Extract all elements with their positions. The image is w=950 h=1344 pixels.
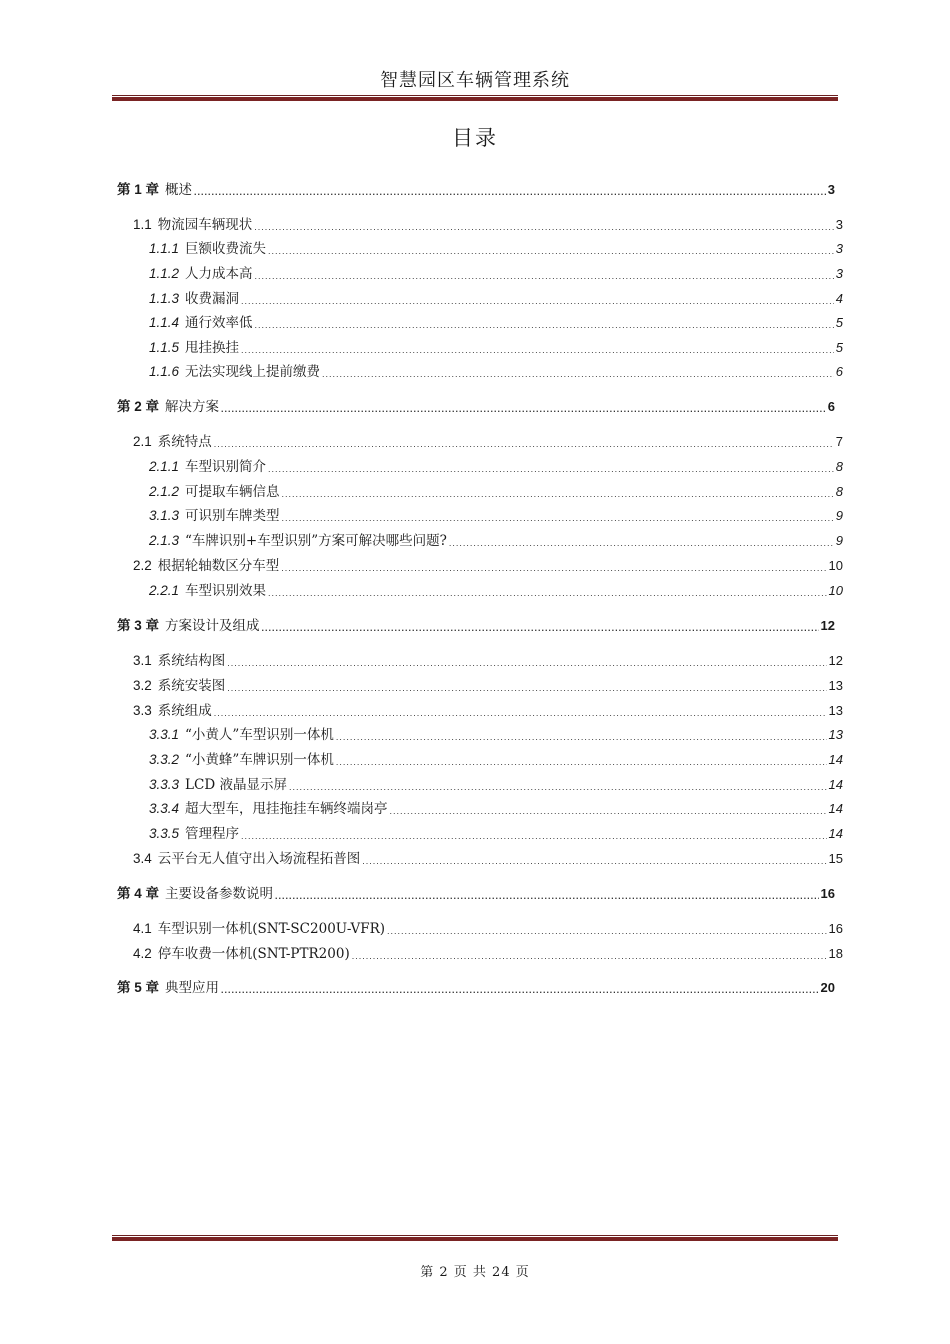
toc-entry-label	[133, 920, 385, 938]
toc-entry-text: 无法实现线上提前缴费	[185, 364, 321, 380]
page-header-title: 智慧园区车辆管理系统	[380, 70, 570, 91]
toc-dot-leader	[282, 483, 834, 501]
toc-entry-number: 1.1.2	[149, 266, 180, 281]
toc-entry-number: 3.3.5	[149, 826, 180, 841]
toc-dot-leader	[194, 181, 826, 199]
toc-entry[interactable]	[117, 979, 835, 997]
toc-entry-number: 3.3	[133, 703, 152, 718]
toc-entry-label	[149, 507, 280, 525]
toc-entry-text: 人力成本高	[185, 266, 253, 282]
toc-dot-leader	[241, 290, 834, 308]
toc-entry-label	[149, 726, 334, 744]
toc-entry[interactable]	[149, 825, 843, 843]
toc-entry-text: 概述	[165, 182, 193, 198]
toc-entry[interactable]	[117, 181, 835, 199]
toc-entry-number: 4.2	[133, 946, 152, 961]
toc-entry-page: 7	[835, 434, 843, 449]
toc-entry-text: 可识别车牌类型	[185, 508, 280, 524]
toc-entry[interactable]	[133, 945, 843, 963]
toc-entry-number: 第 3 章	[117, 618, 160, 633]
toc-entry[interactable]	[133, 920, 843, 938]
toc-entry-number: 3.3.1	[149, 727, 180, 742]
toc-entry-label	[133, 677, 225, 695]
toc-dot-leader	[268, 240, 834, 258]
toc-entry[interactable]	[149, 483, 843, 501]
toc-entry-number: 2.1	[133, 434, 152, 449]
toc-entry-label	[117, 181, 192, 199]
toc-entry-number: 4.1	[133, 921, 152, 936]
toc-entry-label	[133, 557, 279, 575]
toc-entry-page: 3	[835, 266, 843, 281]
toc-entry[interactable]	[149, 800, 843, 818]
toc-entry-text: 云平台无人值守出入场流程拓普图	[157, 851, 361, 867]
toc-dot-leader	[275, 885, 819, 903]
toc-dot-leader	[214, 433, 834, 451]
toc-entry-page: 3	[827, 182, 835, 197]
toc-entry[interactable]	[133, 652, 843, 670]
toc-dot-leader	[241, 825, 827, 843]
toc-entry-label	[133, 433, 212, 451]
toc-dot-leader	[227, 677, 826, 695]
toc-entry-number: 2.1.2	[149, 484, 180, 499]
toc-entry-label	[149, 290, 239, 308]
toc-entry[interactable]	[149, 726, 843, 744]
toc-entry-text: 可提取车辆信息	[185, 484, 280, 500]
toc-entry[interactable]	[117, 398, 835, 416]
toc-entry-text: 巨额收费流失	[185, 241, 267, 257]
toc-entry-label	[149, 751, 334, 769]
toc-entry-page: 8	[835, 484, 843, 499]
toc-dot-leader	[281, 557, 826, 575]
toc-entry-text: 系统组成	[157, 703, 212, 719]
toc-entry-page: 4	[835, 291, 843, 306]
toc-entry-text: 系统结构图	[157, 653, 226, 669]
toc-entry-label	[149, 776, 287, 794]
toc-entry-label	[149, 363, 320, 381]
toc-entry-number: 3.2	[133, 678, 152, 693]
toc-entry[interactable]	[133, 433, 843, 451]
toc-entry[interactable]	[149, 290, 843, 308]
toc-entry-label	[117, 979, 219, 997]
toc-entry[interactable]	[149, 582, 843, 600]
toc-entry-page: 5	[835, 315, 843, 330]
toc-dot-leader	[255, 265, 834, 283]
toc-entry[interactable]	[149, 363, 843, 381]
toc-entry-number: 3.4	[133, 851, 152, 866]
toc-entry-page: 16	[828, 921, 843, 936]
toc-entry-number: 3.1.3	[149, 508, 180, 523]
toc-entry-text: 典型应用	[165, 980, 220, 996]
toc-dot-leader	[362, 850, 826, 868]
toc-entry[interactable]	[149, 314, 843, 332]
toc-entry-number: 1.1.4	[149, 315, 180, 330]
toc-entry-number: 2.1.3	[149, 533, 180, 548]
toc-entry-text: 管理程序	[185, 826, 240, 842]
toc-entry-number: 2.2.1	[149, 583, 180, 598]
toc-dot-leader	[214, 702, 827, 720]
toc-entry[interactable]	[133, 702, 843, 720]
toc-dot-leader	[221, 979, 819, 997]
toc-entry[interactable]	[149, 339, 843, 357]
toc-entry[interactable]	[149, 751, 843, 769]
toc-entry-text: 根据轮轴数区分车型	[157, 558, 280, 574]
toc-entry-number: 第 2 章	[117, 399, 160, 414]
toc-entry-number: 2.2	[133, 558, 152, 573]
toc-entry-page: 13	[828, 703, 843, 718]
toc-entry-text: 甩挂换挂	[185, 340, 240, 356]
toc-entry-text: LCD 液晶显示屏	[185, 777, 287, 793]
toc-entry-text: 车型识别效果	[185, 583, 267, 599]
toc-entry-label	[149, 339, 239, 357]
toc-entry-label	[133, 850, 360, 868]
toc-entry-number: 第 5 章	[117, 980, 160, 995]
toc-entry-label	[117, 398, 219, 416]
page-footer: 第 2 页 共 24 页	[420, 1265, 530, 1280]
toc-entry-page: 6	[827, 399, 835, 414]
toc-entry-number: 1.1.3	[149, 291, 180, 306]
toc-entry-label	[133, 216, 252, 234]
toc-entry-text: “小黄人”车型识别一体机	[185, 727, 334, 743]
toc-entry-text: 收费漏洞	[185, 291, 240, 307]
toc-heading: 目录	[452, 126, 498, 150]
toc-entry-page: 18	[828, 946, 843, 961]
toc-entry-number: 1.1.6	[149, 364, 180, 379]
toc-entry-page: 20	[820, 980, 835, 995]
toc-entry-number: 第 1 章	[117, 182, 160, 197]
toc-entry-page: 5	[835, 340, 843, 355]
toc-entry[interactable]	[149, 507, 843, 525]
toc-entry-number: 3.3.4	[149, 801, 180, 816]
toc-dot-leader	[390, 800, 827, 818]
toc-entry-label	[149, 265, 253, 283]
toc-entry[interactable]	[133, 216, 843, 234]
toc-entry-label	[117, 617, 260, 635]
toc-entry-text: “车牌识别+车型识别”方案可解决哪些问题?	[185, 533, 447, 549]
toc-entry-number: 3.3.2	[149, 752, 180, 767]
toc-entry-page: 13	[828, 678, 843, 693]
toc-dot-leader	[322, 363, 834, 381]
toc-entry-label	[117, 885, 273, 903]
header-rule	[112, 95, 838, 101]
toc-entry-label	[149, 800, 388, 818]
toc-dot-leader	[262, 617, 819, 635]
toc-entry-text: 解决方案	[165, 399, 220, 415]
toc-entry[interactable]	[149, 458, 843, 476]
toc-entry-number: 3.3.3	[149, 777, 180, 792]
toc-entry-label	[149, 314, 253, 332]
toc-entry-page: 8	[835, 459, 843, 474]
toc-entry-number: 2.1.1	[149, 459, 180, 474]
toc-entry-number: 1.1.5	[149, 340, 180, 355]
toc-entry-page: 6	[835, 364, 843, 379]
toc-dot-leader	[227, 652, 826, 670]
toc-entry-label	[133, 652, 225, 670]
toc-entry-page: 13	[828, 727, 843, 742]
toc-entry[interactable]	[133, 557, 843, 575]
toc-entry[interactable]	[117, 617, 835, 635]
toc-entry-label	[149, 825, 239, 843]
toc-dot-leader	[254, 216, 833, 234]
toc-entry-page: 14	[828, 752, 843, 767]
toc-entry-text: 车型识别一体机(SNT-SC200U-VFR)	[157, 921, 386, 937]
toc-entry-label	[133, 702, 212, 720]
toc-entry-page: 9	[835, 533, 843, 548]
toc-dot-leader	[336, 751, 827, 769]
toc-entry-number: 3.1	[133, 653, 152, 668]
toc-dot-leader	[268, 458, 834, 476]
footer-rule	[112, 1235, 838, 1241]
toc-dot-leader	[221, 398, 826, 416]
toc-entry[interactable]	[149, 265, 843, 283]
toc-entry[interactable]	[149, 240, 843, 258]
toc-entry-label	[149, 458, 266, 476]
toc-entry-text: 超大型车，甩挂拖挂车辆终端岗亭	[185, 801, 388, 817]
toc-entry-text: 车型识别简介	[185, 459, 267, 475]
toc-entry-number: 1.1.1	[149, 241, 180, 256]
toc-entry[interactable]	[133, 850, 843, 868]
toc-entry-page: 12	[820, 618, 835, 633]
toc-dot-leader	[268, 582, 827, 600]
toc-entry-label	[149, 532, 447, 550]
toc-dot-leader	[255, 314, 834, 332]
toc-entry-text: “小黄蜂”车牌识别一体机	[185, 752, 334, 768]
toc-dot-leader	[289, 776, 827, 794]
toc-entry-text: 停车收费一体机(SNT-PTR200)	[157, 946, 350, 962]
toc-entry-page: 9	[835, 508, 843, 523]
toc-entry-number: 第 4 章	[117, 886, 160, 901]
toc-dot-leader	[282, 507, 834, 525]
toc-dot-leader	[449, 532, 834, 550]
toc-entry-page: 16	[820, 886, 835, 901]
toc-entry-page: 3	[835, 241, 843, 256]
toc-entry[interactable]	[133, 677, 843, 695]
toc-entry-page: 3	[835, 217, 843, 232]
toc-dot-leader	[352, 945, 827, 963]
toc-dot-leader	[241, 339, 834, 357]
toc-entry-text: 系统安装图	[157, 678, 226, 694]
toc-entry-text: 物流园车辆现状	[157, 217, 253, 233]
toc-entry-number: 1.1	[133, 217, 152, 232]
toc-entry-page: 14	[828, 801, 843, 816]
toc-dot-leader	[336, 726, 827, 744]
toc-entry-text: 系统特点	[157, 434, 212, 450]
toc-dot-leader	[387, 920, 826, 938]
toc-entry-page: 14	[828, 826, 843, 841]
toc-entry-text: 主要设备参数说明	[165, 886, 274, 902]
toc-entry-text: 通行效率低	[185, 315, 253, 331]
toc-entry[interactable]	[149, 776, 843, 794]
toc-entry-label	[149, 240, 266, 258]
toc-entry-page: 10	[828, 558, 843, 573]
toc-entry[interactable]	[149, 532, 843, 550]
toc-entry-label	[149, 483, 280, 501]
toc-entry-page: 12	[828, 653, 843, 668]
toc-entry-label	[133, 945, 350, 963]
toc-entry-page: 15	[828, 851, 843, 866]
toc-entry-page: 10	[828, 583, 843, 598]
toc-entry-label	[149, 582, 266, 600]
toc-entry-page: 14	[828, 777, 843, 792]
toc-entry[interactable]	[117, 885, 835, 903]
toc-entry-text: 方案设计及组成	[165, 618, 260, 634]
